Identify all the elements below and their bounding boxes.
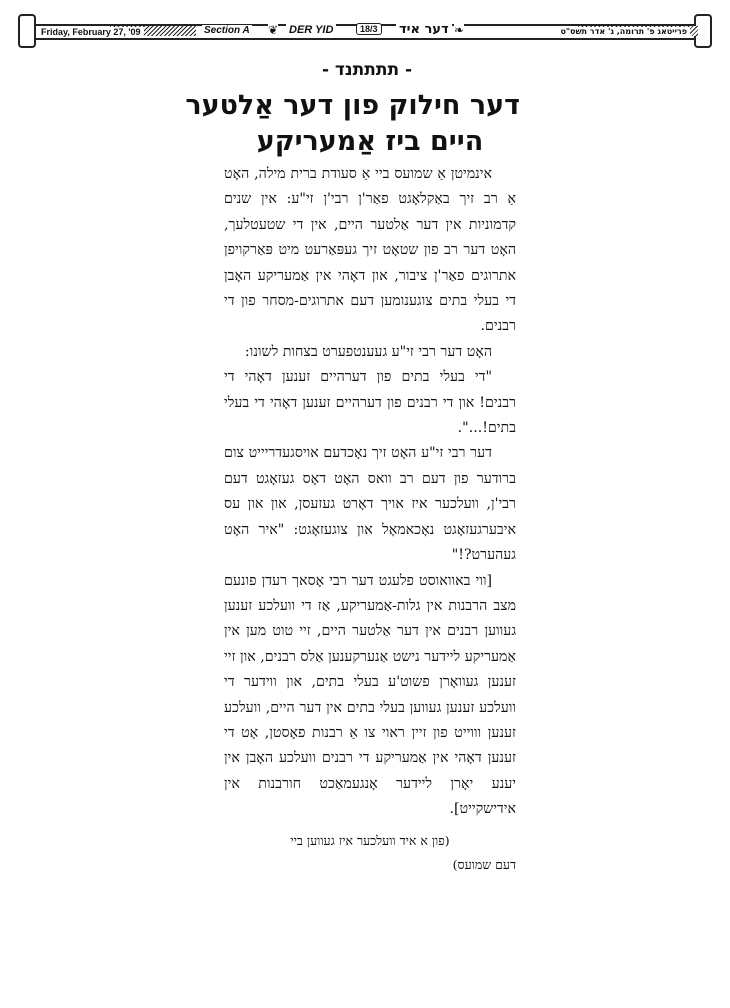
article-paragraph: דער רבי זי"ע האָט זיך נאָכדעם אויסגעדריייט צום ברודער פון דעם רב וואס האָט דאָס געזאָגט דעם רבי'ן, וועלכער איז אויך דאָרט געזעסן, און און עס איבערגעזאָגט נאָכאמאָל און צוגעזאָגט: "איר האָט געהערט?!": [224, 445, 516, 564]
header-hebrew-date: פרייטאג פ' תרומה, ג' אדר תשס"ט: [557, 27, 690, 36]
ornament-right-icon: ❧: [454, 23, 465, 37]
section-label: Section A: [204, 25, 250, 36]
article-quote: "די בעלי בתים פון דערהיים זענען דאָהי די רבנים! און די רבנים פון דערהיים זענען דאָהי די בעלי בתים!...".: [224, 369, 516, 437]
headline-line-2: היים ביז אַמעריקע: [256, 126, 484, 157]
article-bracket-note: [ווי באוואוסט פלעגט דער רבי אָסאך רעדן פונעם מצב הרבנות אין גלות-אַמעריקע, אַז די וועלכע זענען געווען רבנים אין דער אַלטער היים, זיי טוט מען אין אַמעריקע ליידער נישט אַנערקענען אַלס רבנים, און זיי זענען געוואָרן פשוט'ע בעלי בתים, און ווידער די וועלכע זענען געווען בעלי בתים אין דער היים, וועלכע זענען וווייט פון זיין ראוי צו אַ רבנות פאָסטן, אָט די זענען דאָהי אין אַמעריקע די רבנים וועלכע האָבן אין יענע יאָרן ליידער אָנגעמאַכט חורבנות אין אידישקייט].: [224, 572, 516, 818]
masthead-latin: DER YID: [286, 24, 336, 36]
article-kicker: - תתתתנד -: [321, 60, 413, 80]
page-header-banner: [18, 14, 712, 44]
header-date: Friday, February 27, '09: [38, 27, 144, 37]
article-headline: [185, 88, 520, 160]
masthead-yiddish: דער איד: [396, 22, 452, 37]
headline-line-1: דער חילוק פון דער אַלטער: [185, 90, 520, 121]
source-note-line-1: (פון א איד וועלכער איז געווען ביי: [290, 832, 450, 848]
article-paragraph: אינמיטן אַ שמועס ביי אַ סעודת ברית מילה, האָט אַ רב זיך באַקלאָגט פאַר'ן רבי'ן זי"ע: אין שנים קדמוניות אין דער אַלטער היים, אין די שטעטלעך, האָט דער רב פון שטאָט זיך געפּאַרעט מיט פּאַרקויפן אתרוגים פאַר'ן ציבור, און דאָהי אין אַמעריקע האָבן די בעלי בתים צוגענומען דעם אתרוגים-מסחר פון די רבנים.: [224, 166, 516, 335]
article-body: [224, 162, 516, 877]
page-number: 18/3: [356, 23, 382, 35]
scroll-end-left-icon: [18, 14, 36, 48]
ornament-left-icon: ❦: [268, 23, 279, 37]
source-note-line-2: דעם שמועס): [452, 856, 516, 872]
article-paragraph: האָט דער רבי זי"ע געענטפערט בצחות לשונו:: [244, 343, 492, 360]
